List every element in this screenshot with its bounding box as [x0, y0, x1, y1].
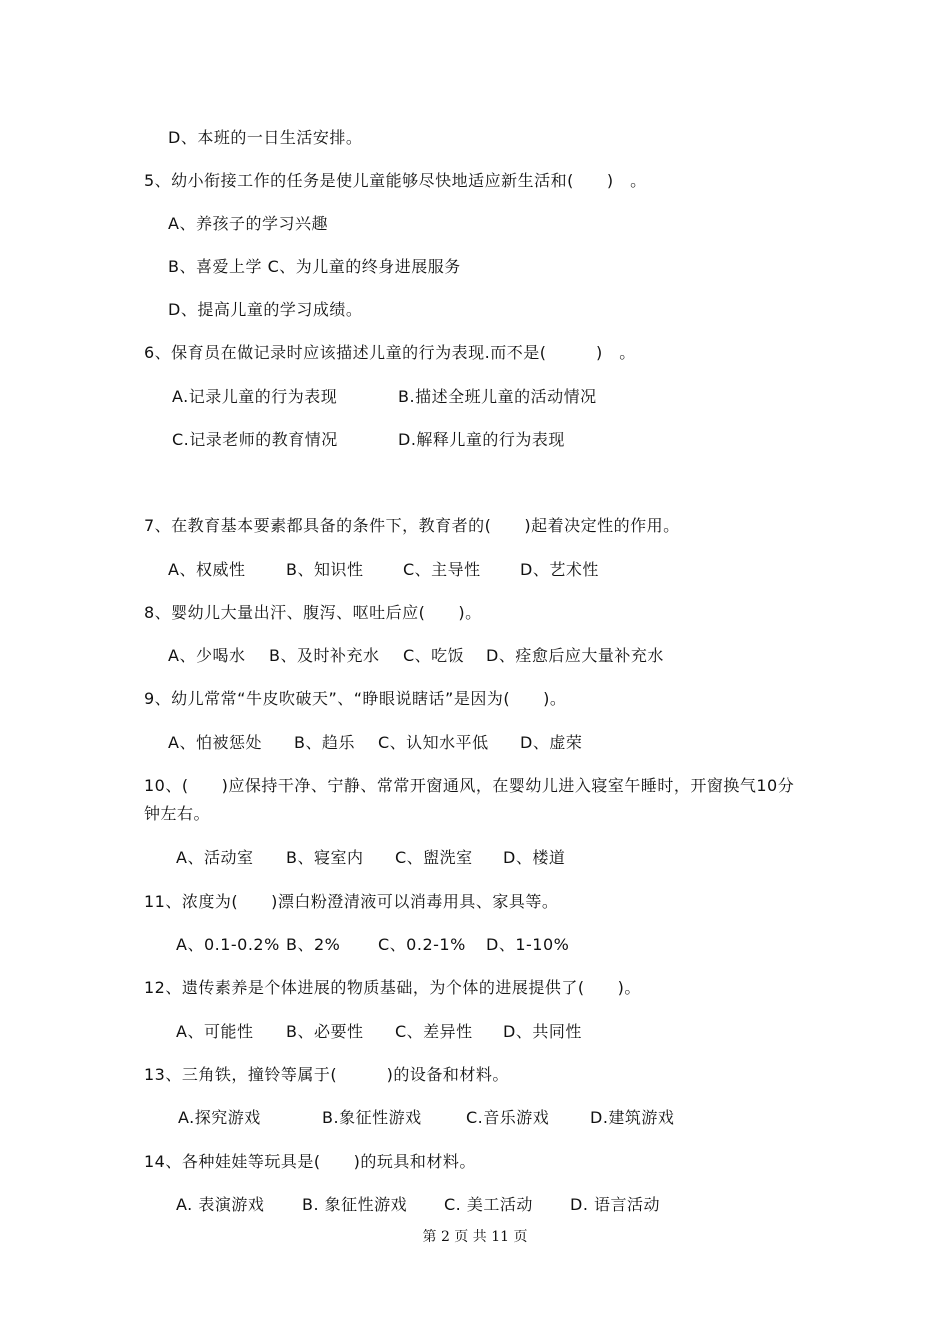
- q13-stem: 13、三角铁，撞铃等属于( )的设备和材料。: [144, 1065, 509, 1084]
- q14-option-a: A. 表演游戏: [176, 1195, 265, 1214]
- q13-option-a: A.探究游戏: [178, 1108, 261, 1127]
- q12-option-b: B、必要性: [286, 1022, 364, 1041]
- q10-stem-line1: 10、( )应保持干净、宁静、常常开窗通风，在婴幼儿进入寝室午睡时，开窗换气10分: [144, 776, 795, 795]
- q7-option-c: C、主导性: [403, 560, 481, 579]
- q9-option-c: C、认知水平低: [378, 733, 489, 752]
- q10-option-b: B、寝室内: [286, 848, 364, 867]
- q14-stem: 14、各种娃娃等玩具是( )的玩具和材料。: [144, 1152, 476, 1171]
- q13-option-b: B.象征性游戏: [322, 1108, 422, 1127]
- q14-option-d: D. 语言活动: [570, 1195, 660, 1214]
- q4-option-d: D、本班的一日生活安排。: [168, 128, 363, 147]
- q8-option-b: B、及时补充水: [269, 646, 380, 665]
- q7-stem: 7、在教育基本要素都具备的条件下，教育者的( )起着决定性的作用。: [144, 516, 680, 535]
- q10-option-a: A、活动室: [176, 848, 254, 867]
- q10-option-d: D、楼道: [503, 848, 566, 867]
- q11-option-d: D、1-10%: [486, 935, 570, 954]
- q12-option-a: A、可能性: [176, 1022, 254, 1041]
- q6-option-d: D.解释儿童的行为表现: [398, 430, 565, 449]
- q6-stem: 6、保育员在做记录时应该描述儿童的行为表现.而不是( ) 。: [144, 343, 636, 362]
- q12-stem: 12、遗传素养是个体进展的物质基础，为个体的进展提供了( )。: [144, 978, 641, 997]
- q11-option-c: C、0.2-1%: [378, 935, 466, 954]
- q5-option-a: A、养孩子的学习兴趣: [168, 214, 328, 233]
- q8-option-a: A、少喝水: [168, 646, 246, 665]
- q13-option-d: D.建筑游戏: [590, 1108, 675, 1127]
- q14-option-c: C. 美工活动: [444, 1195, 533, 1214]
- q8-option-d: D、痊愈后应大量补充水: [486, 646, 664, 665]
- q5-option-d: D、提高儿童的学习成绩。: [168, 300, 363, 319]
- q9-option-b: B、趋乐: [294, 733, 355, 752]
- q6-option-b: B.描述全班儿童的活动情况: [398, 387, 597, 406]
- q8-option-c: C、吃饭: [403, 646, 465, 665]
- q9-option-a: A、怕被惩处: [168, 733, 262, 752]
- q11-option-b: B、2%: [286, 935, 341, 954]
- q10-option-c: C、盥洗室: [395, 848, 473, 867]
- q6-option-c: C.记录老师的教育情况: [172, 430, 338, 449]
- q11-option-a: A、0.1-0.2%: [176, 935, 280, 954]
- q9-stem: 9、幼儿常常“牛皮吹破天”、“睁眼说瞎话”是因为( )。: [144, 689, 567, 708]
- page-footer: 第 2 页 共 11 页: [422, 1229, 528, 1245]
- q13-option-c: C.音乐游戏: [466, 1108, 550, 1127]
- q14-option-b: B. 象征性游戏: [302, 1195, 408, 1214]
- q5-option-bc: B、喜爱上学 C、为儿童的终身进展服务: [168, 257, 461, 276]
- q6-option-a: A.记录儿童的行为表现: [172, 387, 338, 406]
- q5-stem: 5、幼小衔接工作的任务是使儿童能够尽快地适应新生活和( ) 。: [144, 171, 647, 190]
- q10-stem-line2: 钟左右。: [144, 804, 211, 823]
- q12-option-c: C、差异性: [395, 1022, 473, 1041]
- q7-option-a: A、权威性: [168, 560, 246, 579]
- q12-option-d: D、共同性: [503, 1022, 582, 1041]
- q9-option-d: D、虚荣: [520, 733, 583, 752]
- q8-stem: 8、婴幼儿大量出汗、腹泻、呕吐后应( )。: [144, 603, 482, 622]
- q11-stem: 11、浓度为( )漂白粉澄清液可以消毒用具、家具等。: [144, 892, 559, 911]
- q7-option-d: D、艺术性: [520, 560, 599, 579]
- q7-option-b: B、知识性: [286, 560, 364, 579]
